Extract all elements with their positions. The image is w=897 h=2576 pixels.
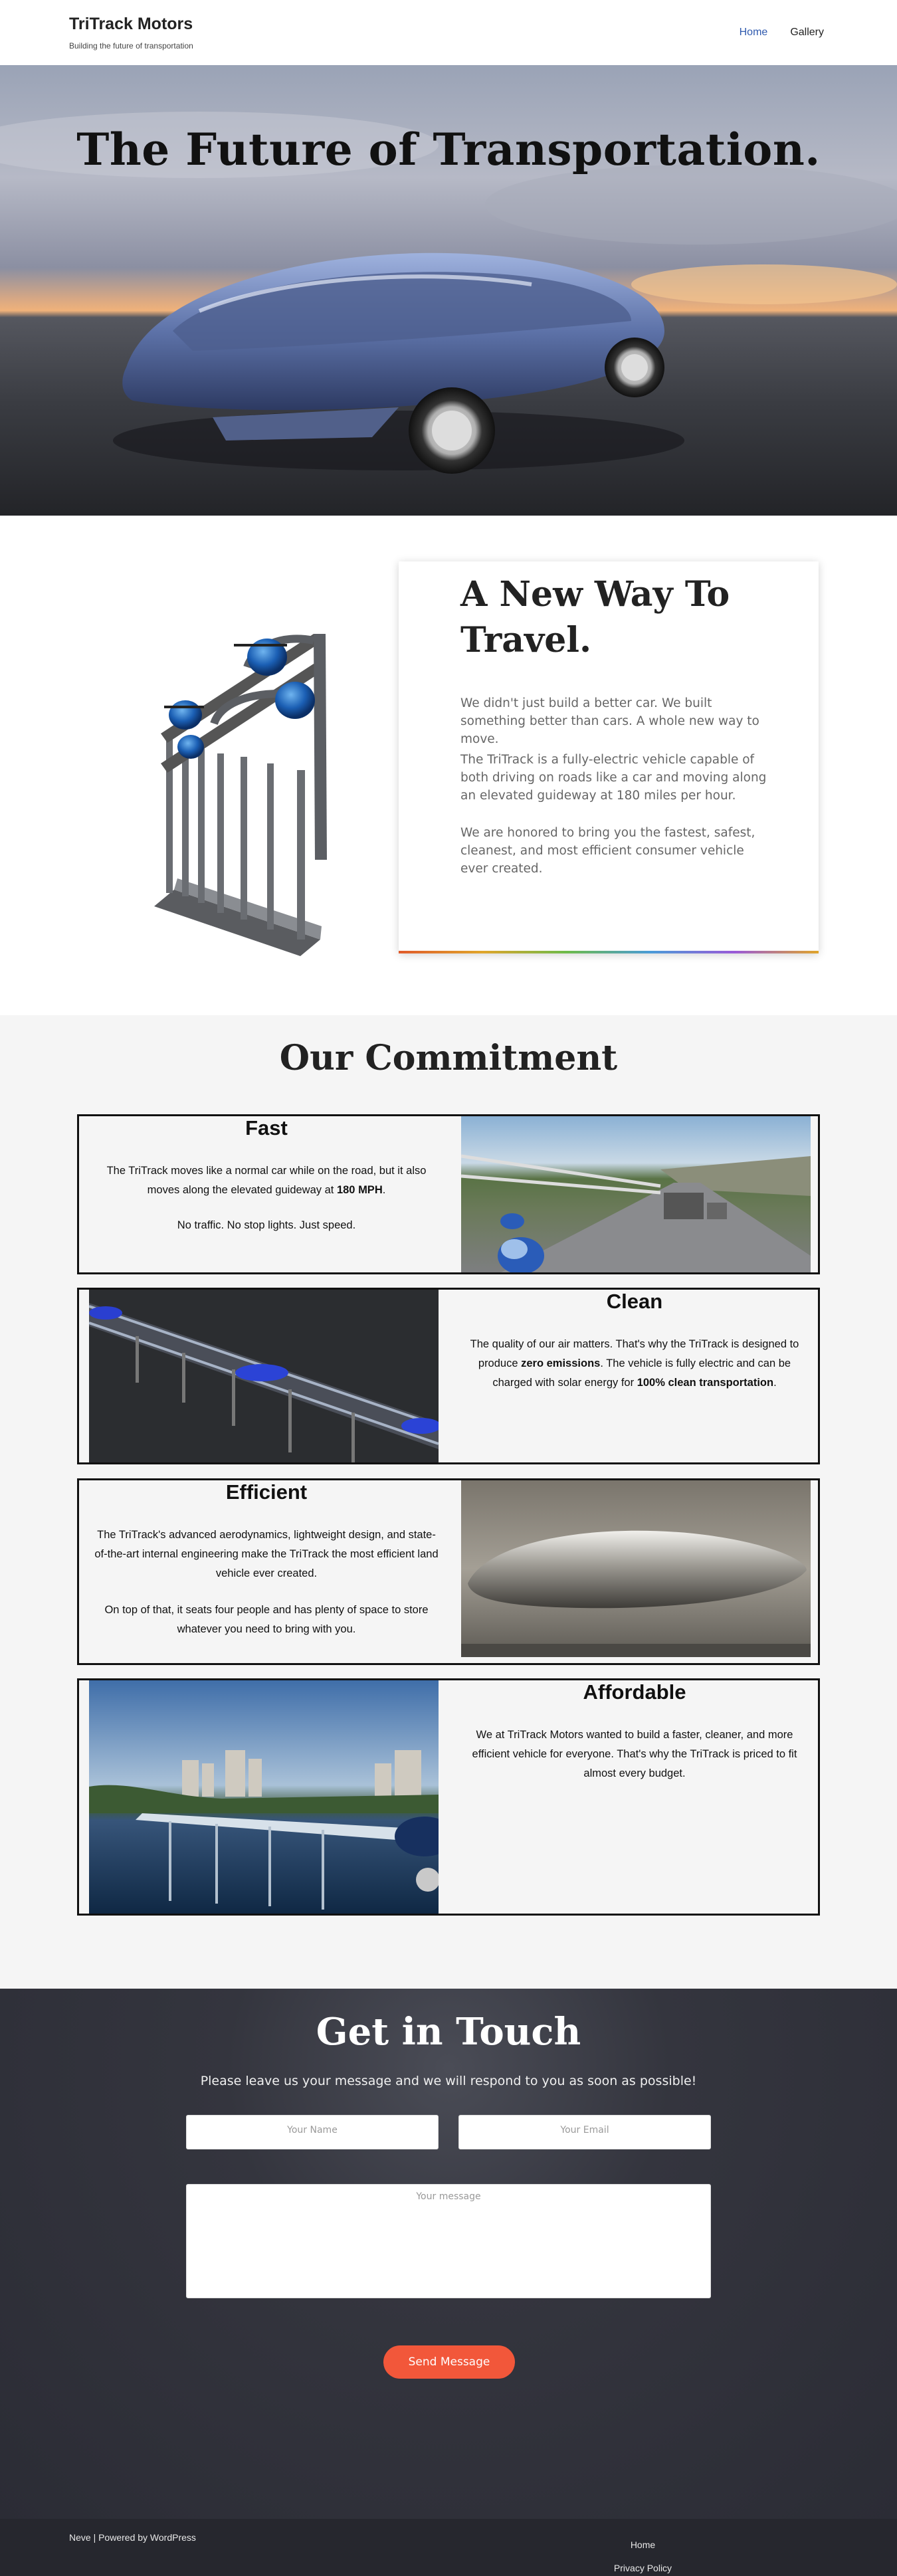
site-title[interactable]: TriTrack Motors (69, 15, 193, 33)
rainbow-divider (399, 951, 819, 953)
card-affordable-text: We at TriTrack Motors wanted to build a faster, cleaner, and more efficient vehicle for everyone. That's why the TriTrack is priced to fit almost every budget. (472, 1729, 797, 1779)
about-paragraph-1: We didn't just build a better car. We built something better than cars. A whole new way to move. (460, 696, 759, 746)
card-fast-text-2: No traffic. No stop lights. Just speed. (177, 1219, 356, 1231)
contact-subtitle: Please leave us your message and we will respond to you as soon as possible! (200, 2074, 697, 2088)
nav-item-home[interactable]: Home (739, 27, 768, 38)
card-clean-heading: Clean (606, 1290, 663, 1313)
guideway-illustration (148, 594, 373, 956)
hero-section (0, 65, 897, 516)
card-efficient (77, 1478, 820, 1665)
efficient-aero-image (461, 1480, 811, 1657)
about-paragraph-3: We are honored to bring you the fastest, safest, cleanest, and most efficient consumer vehicle ever created. (460, 826, 755, 876)
card-fast-text: The TriTrack moves like a normal car while on the road, but it also moves along the elevated guideway at 180 MPH. (106, 1165, 427, 1196)
footer-link-home[interactable]: Home (630, 2539, 656, 2550)
card-efficient-heading: Efficient (225, 1480, 308, 1504)
clean-guideway-image (89, 1290, 439, 1462)
commitment-title: Our Commitment (279, 1038, 618, 1078)
card-fast (77, 1114, 820, 1274)
footer-link-privacy-policy[interactable]: Privacy Policy (613, 2563, 672, 2573)
hero-title: The Future of Transportation. (76, 124, 821, 175)
contact-section (0, 1989, 897, 2519)
card-clean (77, 1288, 820, 1464)
card-fast-heading: Fast (245, 1116, 288, 1139)
name-field[interactable]: Your Name (186, 2115, 439, 2149)
site-tagline: Building the future of transportation (69, 41, 193, 50)
card-affordable-heading: Affordable (583, 1680, 686, 1704)
email-field[interactable]: Your Email (458, 2115, 711, 2149)
about-section (0, 516, 897, 1015)
nav-item-gallery[interactable]: Gallery (790, 27, 824, 38)
about-card (399, 561, 819, 953)
card-affordable (77, 1678, 820, 1916)
about-paragraph-2: The TriTrack is a fully-electric vehicle capable of both driving on roads like a car and moving along an elevated guideway at 180 miles per hour. (460, 753, 767, 803)
primary-nav (740, 27, 824, 39)
site-footer (0, 2519, 897, 2576)
about-heading: A New Way To Travel. (460, 574, 730, 660)
card-clean-text: The quality of our air matters. That's why the TriTrack is designed to produce zero emissions. The vehicle is fully electric and can be charged with solar energy for 100% clean transportation. (470, 1338, 799, 1389)
footer-nav (611, 2533, 674, 2576)
send-message-button[interactable]: Send Message (383, 2345, 515, 2379)
fast-highway-image (461, 1116, 811, 1272)
affordable-city-image (89, 1680, 439, 1914)
footer-credit[interactable]: Neve | Powered by WordPress (69, 2532, 196, 2543)
site-header (0, 0, 897, 65)
contact-title: Get in Touch (316, 2010, 581, 2054)
commitment-section (0, 1015, 897, 1989)
card-efficient-text: The TriTrack's advanced aerodynamics, lightweight design, and state-of-the-art internal engineering make the TriTrack the most efficient land vehicle ever created. (94, 1529, 439, 1579)
message-field[interactable]: Your message (186, 2184, 711, 2298)
card-efficient-text-2: On top of that, it seats four people and has plenty of space to store whatever you need to bring with you. (104, 1604, 429, 1635)
